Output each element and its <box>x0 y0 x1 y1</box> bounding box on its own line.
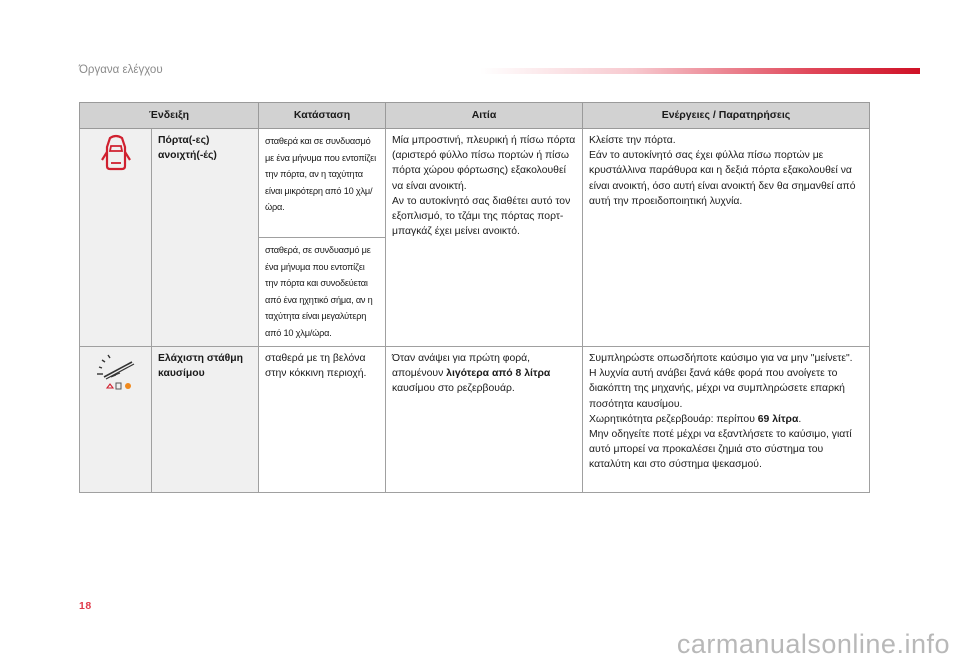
column-header-indicator: Ένδειξη <box>80 103 259 129</box>
table-header-row <box>80 103 870 129</box>
warning-lights-table <box>79 102 870 493</box>
action-text <box>583 347 870 493</box>
column-header-cause: Αιτία <box>386 103 583 129</box>
action-text: Κλείστε την πόρτα. Εάν το αυτοκίνητό σας έχει φύλλα πίσω πορτών με κρυστάλλινα παράθυρα και η δεξιά πόρτα εξακολουθεί να είναι ανοικτή, όσο αυτή είναι ανοικτή δεν θα σημανθεί από αυτή την προειδοποιητική λυχνία. <box>583 129 870 347</box>
action-text-part: Συμπληρώστε οπωσδήποτε καύσιμο για να μην "μείνετε". Η λυχνία αυτή ανάβει ξανά κάθε φορά που ανοίγετε το διακόπτη της μηχανής, μέχρι να συμπληρώσετε επαρκή ποσότητα καυσίμου. Χωρητικότητα ρεζερβουάρ: περίπου <box>589 353 853 425</box>
page-number: 18 <box>79 600 92 612</box>
accent-bar <box>480 68 920 74</box>
state-text-high-speed: σταθερά, σε συνδυασμό με ένα μήνυμα που εντοπίζει την πόρτα και συνοδεύεται από ένα ηχητικό σήμα, αν η ταχύτητα είναι μεγαλύτερη από 10 χλμ/ώρα. <box>259 238 386 347</box>
cause-text-emphasis: λιγότερα από 8 λίτρα <box>446 368 551 380</box>
car-door-open-icon <box>101 165 131 176</box>
section-title: Όργανα ελέγχου <box>79 64 163 76</box>
indicator-name: Πόρτα(-ες) ανοιχτή(-ές) <box>152 129 259 347</box>
cause-text-part: Όταν ανάψει για πρώτη φορά, απομένουν <box>392 353 531 380</box>
cause-text: Μία μπροστινή, πλευρική ή πίσω πόρτα (αριστερό φύλλο πίσω πορτών ή πίσω πόρτα χώρου φόρτωσης) εξακολουθεί να είναι ανοικτή. Αν το αυτοκίνητό σας διαθέτει αυτό τον εξοπλισμό, το τζάμι της πόρτας πορτ-μπαγκάζ έχει μείνει ανοικτό. <box>386 129 583 347</box>
state-text: σταθερά με τη βελόνα στην κόκκινη περιοχή. <box>259 347 386 493</box>
column-header-actions: Ενέργειες / Παρατηρήσεις <box>583 103 870 129</box>
indicator-name: Ελάχιστη στάθμη καυσίμου <box>152 347 259 493</box>
table-row-low-fuel <box>80 347 870 493</box>
indicator-icon-cell <box>80 347 152 493</box>
state-text-low-speed: σταθερά και σε συνδυασμό με ένα μήνυμα που εντοπίζει την πόρτα, αν η ταχύτητα είναι μικρότερη από 10 χλμ/ώρα. <box>259 129 386 238</box>
action-text-part: . Μην οδηγείτε ποτέ μέχρι να εξαντλήσετε το καύσιμο, γιατί αυτό μπορεί να προκαλέσει ζημιά στο σύστημα του καταλύτη και στο σύστημα ψεκασμού. <box>589 413 852 471</box>
indicator-icon-cell <box>80 129 152 347</box>
watermark: carmanualsonline.info <box>676 629 950 659</box>
cause-text <box>386 347 583 493</box>
cause-text-part: καυσίμου στο ρεζερβουάρ. <box>392 383 515 395</box>
column-header-state: Κατάσταση <box>259 103 386 129</box>
fuel-gauge-minimum-icon <box>94 385 138 396</box>
action-text-emphasis: 69 λίτρα <box>757 413 799 425</box>
table-row-door-open <box>80 129 870 238</box>
